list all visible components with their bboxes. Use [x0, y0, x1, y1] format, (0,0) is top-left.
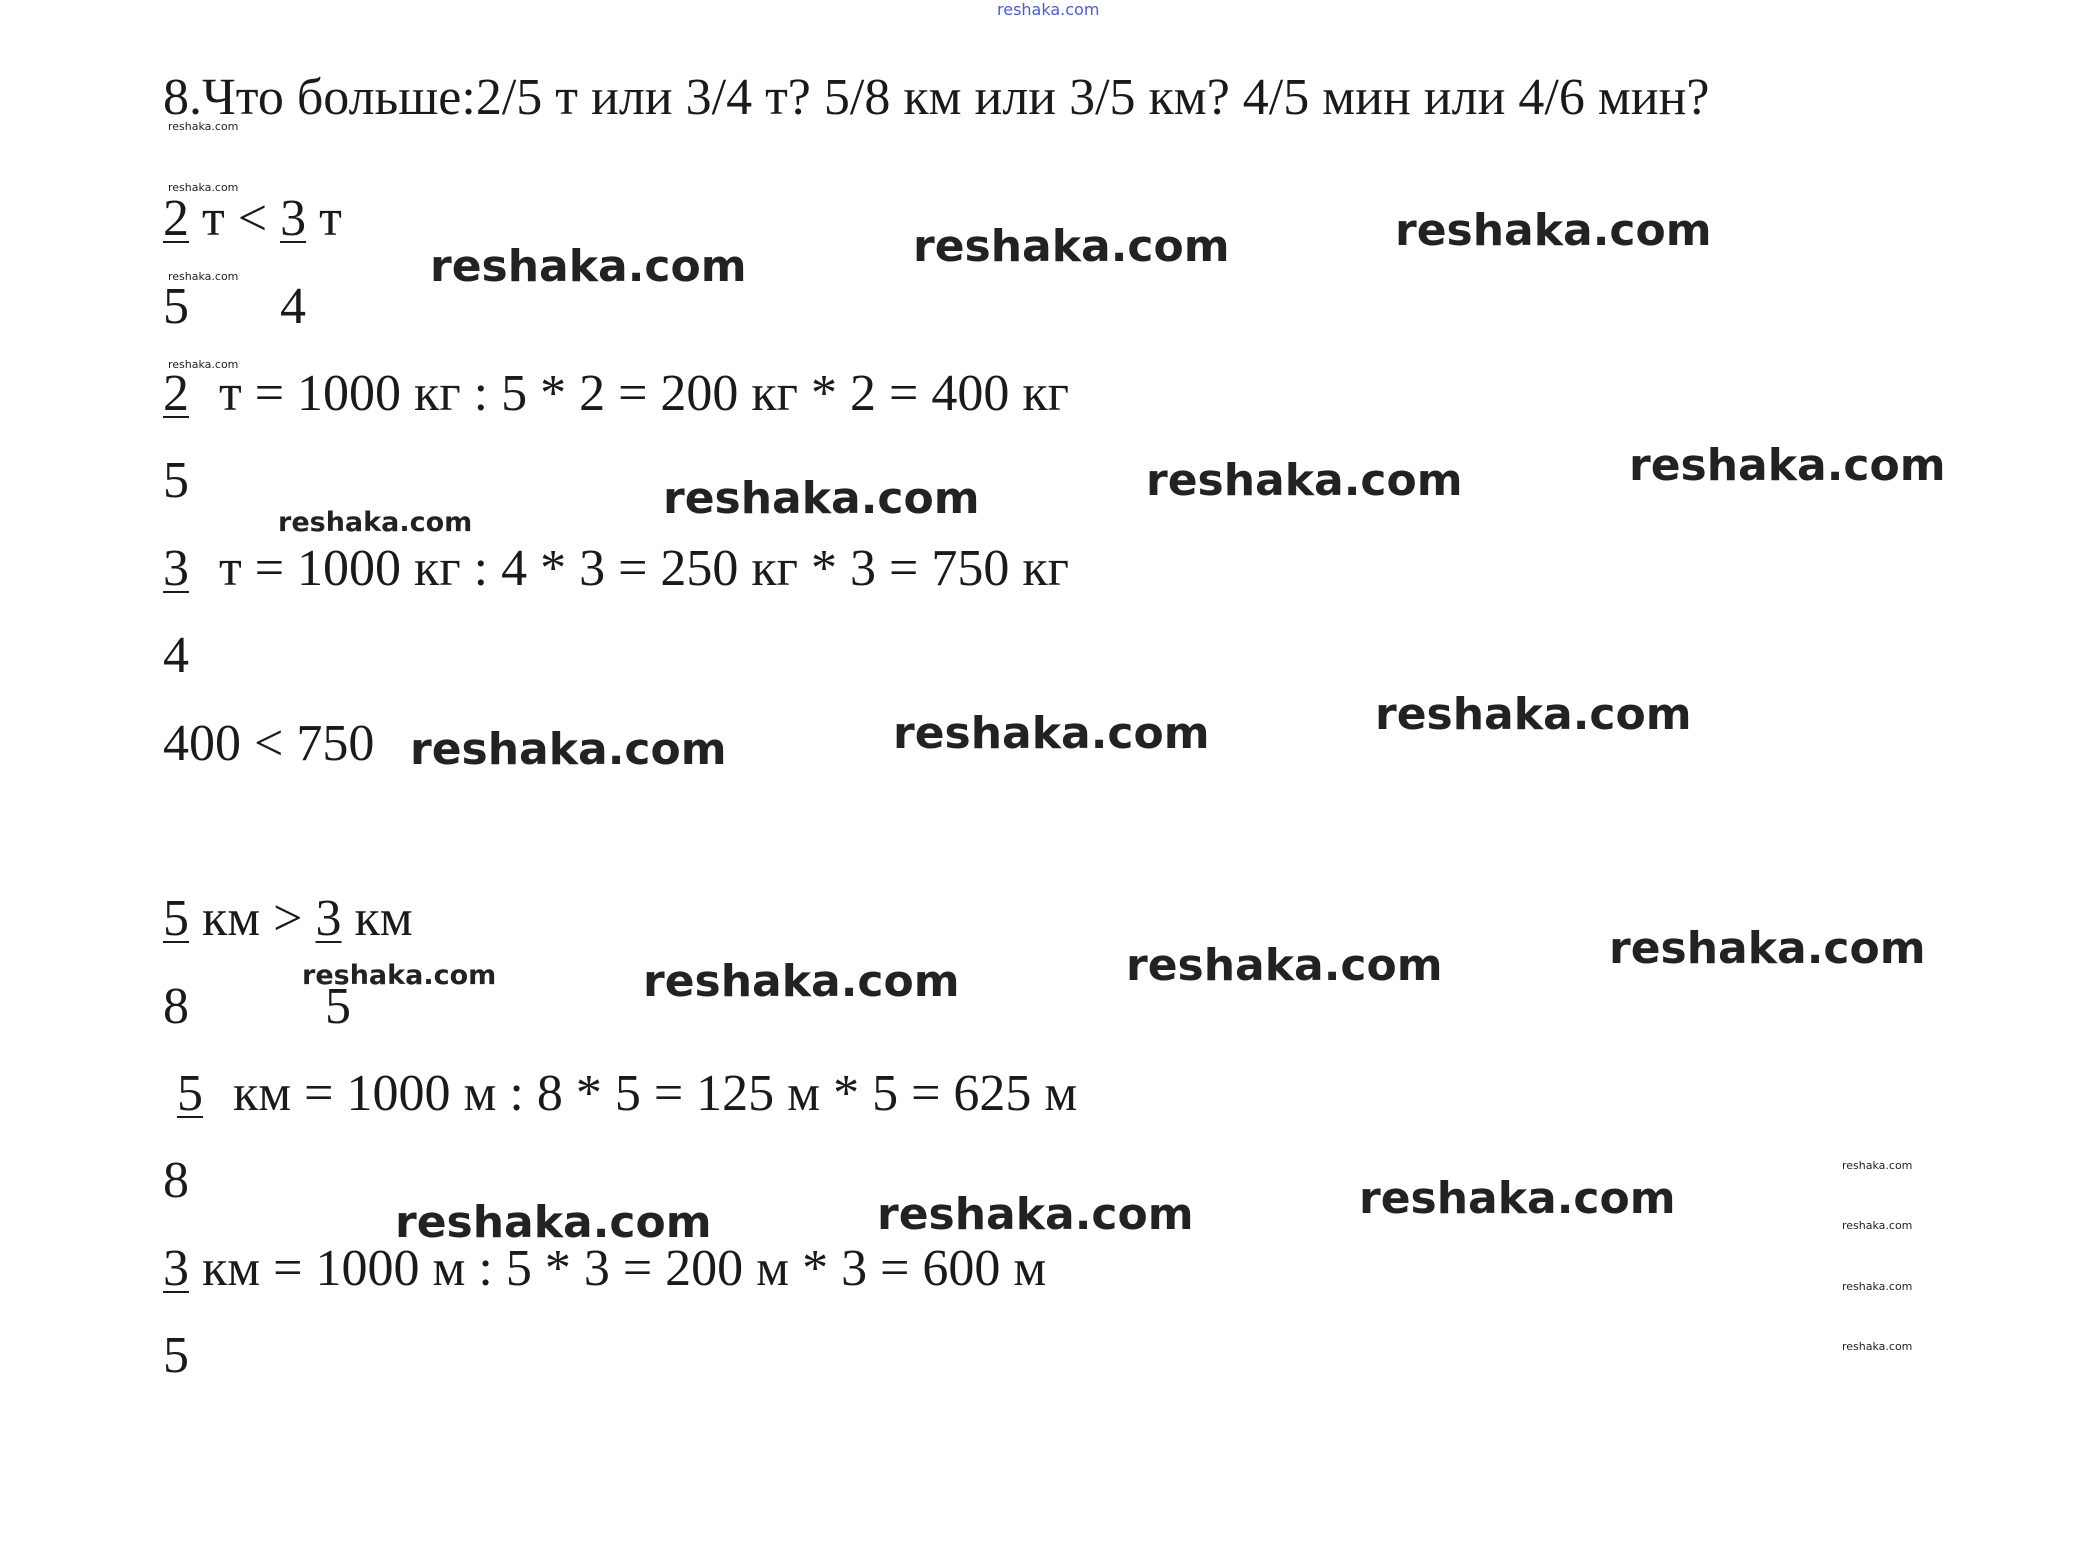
watermark: reshaka.com	[1395, 205, 1712, 256]
calc-five-eighths-km	[177, 1065, 1078, 1122]
fraction-denominator: 8	[163, 978, 189, 1035]
watermark: reshaka.com	[877, 1189, 1194, 1240]
calc-expression: т = 1000 кг : 5 * 2 = 200 кг * 2 = 400 кг	[219, 365, 1069, 422]
watermark: reshaka.com	[1375, 689, 1692, 740]
watermark: reshaka.com	[913, 221, 1230, 272]
watermark: reshaka.com	[643, 956, 960, 1007]
watermark: reshaka.com	[168, 120, 239, 133]
watermark: reshaka.com	[1842, 1159, 1913, 1172]
watermark: reshaka.com	[1842, 1219, 1913, 1232]
watermark: reshaka.com	[278, 507, 473, 538]
watermark: reshaka.com	[893, 708, 1210, 759]
watermark: reshaka.com	[395, 1197, 712, 1248]
watermark: reshaka.com	[663, 473, 980, 524]
fraction-numerator: 3	[163, 540, 189, 597]
fraction-denominator: 5	[163, 278, 189, 335]
result-tons: 400 < 750	[163, 715, 375, 772]
watermark: reshaka.com	[1359, 1173, 1676, 1224]
fraction-numerator: 5	[163, 890, 189, 947]
compare-tons	[163, 190, 342, 247]
fraction-denominator: 8	[163, 1152, 189, 1209]
fraction-numerator: 2	[163, 190, 189, 247]
fraction-numerator: 5	[177, 1065, 203, 1122]
calc-expression: т = 1000 кг : 4 * 3 = 250 кг * 3 = 750 кг	[219, 540, 1069, 597]
calc-three-fifths-km	[163, 1240, 1047, 1297]
fraction-denominator: 4	[280, 278, 306, 335]
task-question: Что больше:2/5 т или 3/4 т? 5/8 км или 3/5 км? 4/5 мин или 4/6 мин?	[202, 69, 1710, 126]
task-number: 8.	[163, 69, 202, 126]
watermark: reshaka.com	[168, 270, 239, 283]
fraction-numerator: 3	[315, 890, 342, 947]
calc-expression: км = 1000 м : 5 * 3 = 200 м * 3 = 600 м	[189, 1240, 1047, 1297]
fraction-denominator: 5	[163, 1327, 189, 1384]
watermark: reshaka.com	[1609, 923, 1926, 974]
unit-label: т	[306, 190, 342, 247]
watermark: reshaka.com	[410, 724, 727, 775]
watermark: reshaka.com	[1842, 1340, 1913, 1353]
fraction-numerator: 2	[163, 365, 189, 422]
watermark: reshaka.com	[1146, 455, 1463, 506]
compare-operator: т <	[189, 190, 281, 247]
watermark: reshaka.com	[168, 358, 239, 371]
calc-two-fifths-ton	[163, 365, 1069, 422]
watermark-top: reshaka.com	[997, 0, 1100, 19]
watermark: reshaka.com	[1126, 940, 1443, 991]
fraction-numerator: 3	[163, 1240, 189, 1297]
calc-three-quarters-ton	[163, 540, 1069, 597]
fraction-numerator: 3	[280, 190, 307, 247]
task-statement	[163, 69, 1710, 126]
watermark: reshaka.com	[430, 241, 747, 292]
watermark: reshaka.com	[302, 960, 497, 991]
watermark: reshaka.com	[1842, 1280, 1913, 1293]
compare-km	[163, 890, 413, 947]
fraction-denominator: 5	[325, 978, 351, 1035]
fraction-denominator: 4	[163, 627, 189, 684]
unit-label: км	[341, 890, 413, 947]
compare-operator: км >	[189, 890, 316, 947]
watermark: reshaka.com	[168, 181, 239, 194]
calc-expression: км = 1000 м : 8 * 5 = 125 м * 5 = 625 м	[233, 1065, 1078, 1122]
watermark: reshaka.com	[1629, 440, 1946, 491]
fraction-denominator: 5	[163, 452, 189, 509]
